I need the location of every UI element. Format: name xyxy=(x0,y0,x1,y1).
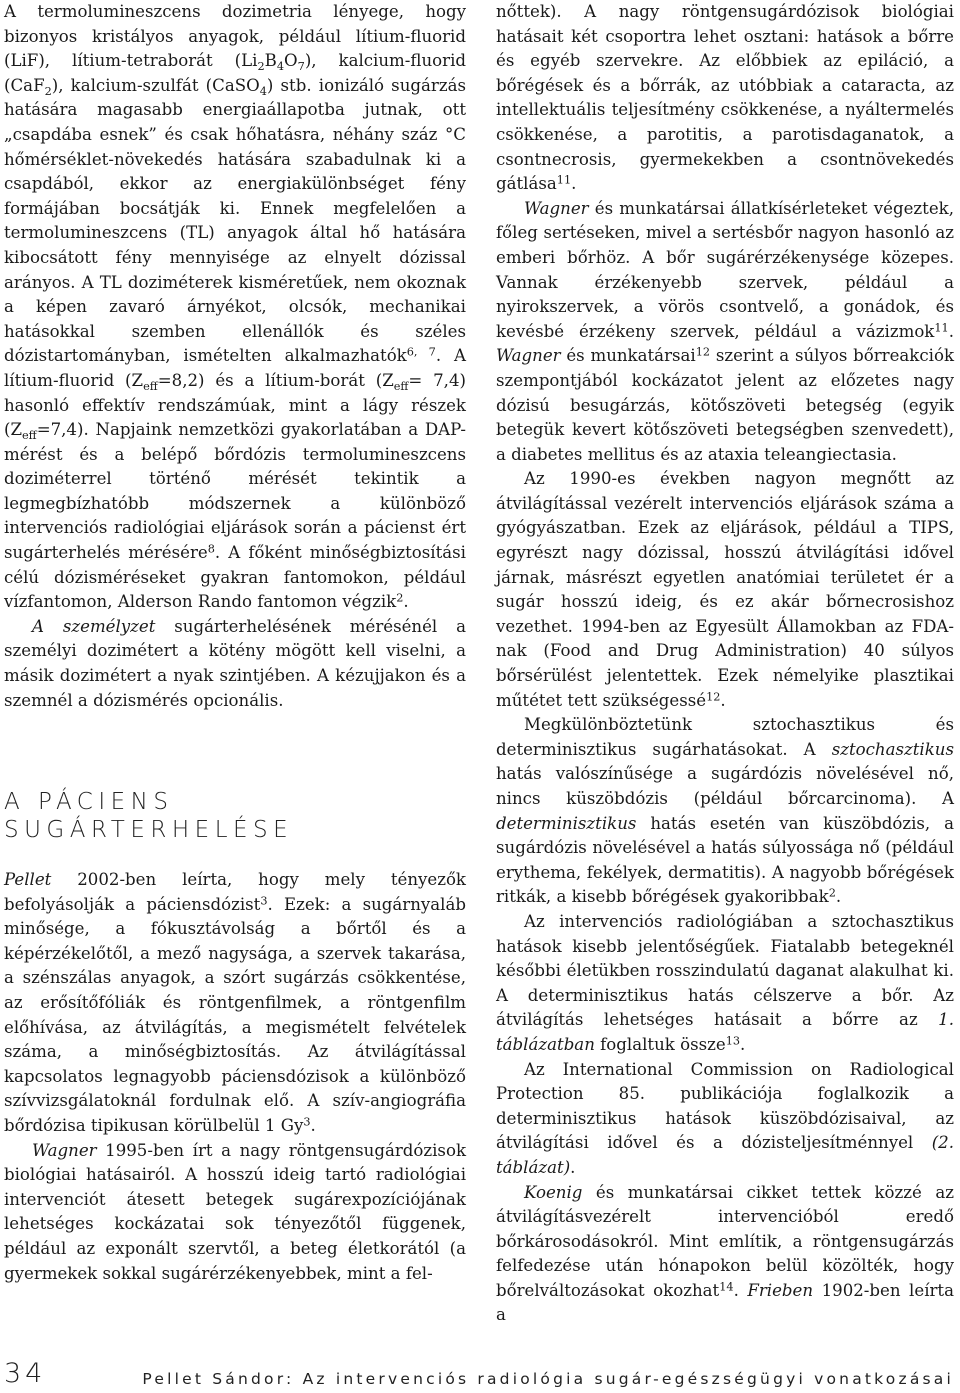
paragraph-interventional-stochastic: Az intervenciós radiológiában a sztochasztikus hatások kisebb jelentőségűek. Fiatalabb betegeknél későbbi életükben rosszindulatú daganat alakulhat ki. A determinisztikus hatás célszerve a bőr. Az átvilágítás lehetséges hatásait a bőrre az 1. táblázatban foglaltuk össze$^{13}$. xyxy=(496,911,954,1054)
running-title: Pellet Sándor: Az intervenciós radiológia sugár-egészségügyi vonatkozásai xyxy=(142,1370,954,1388)
paragraph-stochastic-deterministic: Megkülönböztetünk sztochasztikus és determinisztikus sugárhatásokat. A sztochasztikus hatás valószínűsége a sugárdózis növelésével nő, nincs küszöbdózis (például bőrcarcinoma). A determinisztikus hatás esetén van küszöbdózis, a sugárdózis növelésével a hatás súlyossága nő (például erythema, fekélyek, dermatitis). A nagyobb bőrégések ritkák, a kisebb bőrégések gyakoribbak$^2$. xyxy=(496,715,954,907)
section-heading-line-1: A PÁCIENS xyxy=(4,789,174,815)
right-column xyxy=(496,0,954,1328)
paragraph-koenig: Koenig és munkatársai cikket tettek közzé az átvilágításvezérelt intervencióból eredő bőrkárosodásokról. Mint említik, a röntgensugárzás felfedezése után hónapokon belül közölték, hogy bőrelváltozásokat okozhat$^{14}$. Frieben 1902-ben leírta a xyxy=(496,1182,954,1325)
paragraph-icrp-85: Az International Commission on Radiological Protection 85. publikációja foglalkozik a determinisztikus hatások küszöbdózisaival, az átvilágítási idővel és a dózisteljesítménnyel (2. táblázat). xyxy=(496,1059,954,1177)
section-heading-line-2: SUGÁRTERHELÉSE xyxy=(4,817,294,843)
paragraph-patient-dose-factors: Pellet 2002-ben leírta, hogy mely tényezők befolyásolják a páciensdózist$^3$. Ezek: a sugárnyaláb minősége, a fókusztávolság a bőrtől és a képérzékelőtől, a mező nagysága, a szervek takarása, a szénszálas anyagok, a szórt sugárzás csökkentése, az erősítőfóliák és röntgenfilmek, a röntgenfilm előhívása, az átvilágítás, a megismételt felvételek száma, a minőségbiztosítás. Az átvilágítással kapcsolatos legnagyobb páciensdózisok a különböző szívvizsgálatoknál fordulnak elő. A szív-angiográfia bőrdózisa tipikusan körülbelül 1 Gy$^3$. xyxy=(4,870,466,1135)
paragraph-staff-exposure: A személyzet sugárterhelésének mérésénél a személyi dozimétert a kötény mögött kell viselni, a másik dozimétert a nyak szintjében. A kézujjakon és a szemnél a dózismérés opcionális. xyxy=(4,616,466,710)
paragraph-wagner-biological-effects: Wagner 1995-ben írt a nagy röntgensugárdózisok biológiai hatásairól. A hosszú ideig tartó radiológiai intervenciót átesett betegek sugárexpozíciójának lehetséges kockázatai sok tényezőtől függenek, például az exponált szervtől, a beteg életkorától (a gyermekek sokkal sugárérzékenyebbek, mint a fel- xyxy=(4,1140,466,1283)
paragraph-1990s-procedures: Az 1990-es években nagyon megnőtt az átvilágítással vezérelt intervenciós eljárások száma a gyógyászatban. Ezek az eljárások, például a TIPS, egyrészt nagy dózissal, hosszú átvilágítási idővel járnak, másrészt egyetlen anatómiai területet ér a sugár hosszú ideig, és ez akár bőrnecrosishoz vezethet. 1994-ben az Egyesült Államokban az FDA-nak (Food and Drug Administration) 40 súlyos bőrsérülést jelentettek. Ezek némelyike plasztikai műtétet tett szükségessé$^{12}$. xyxy=(496,469,954,710)
section-heading xyxy=(4,788,466,844)
paragraph-wagner-animal-studies: Wagner és munkatársai állatkísérleteket végeztek, főleg sertéseken, mivel a sertésbőr nagyon hasonló az emberi bőrhöz. A bőr sugárérzékenysége közepes. Vannak érzékenyebb szervek, például a nyirokszervek, a vörös csontvelő, a gonádok, és kevésbé érzékeny szervek, például a vázizmok$^{11}$. Wagner és munkatársai$^{12}$ szerint a súlyos bőrreakciók szempontjából kockázatot jelent az előzetes nagy dózisú besugárzás, kötőszöveti betegség (egyik betegük kevert kötőszöveti betegségben szenvedett), a diabetes mellitus és az ataxia teleangiectasia. xyxy=(496,198,955,464)
page-number: 34 xyxy=(4,1358,47,1389)
paragraph-tl-dosimetry: A termolumineszcens dozimetria lényege, hogy bizonyos kristályos anyagok, például lítium-fluorid (LiF), lítium-tetraborát $(Li_2B_4O_7)$, kalcium-fluorid (CaF$_2$), kalcium-szulfát (CaSO$_4$) stb. ionizáló sugárzás hatására magasabb energiaállapotba jutnak, ott „csapdába esnek” és csak hőhatásra, néhány száz °C hőmérséklet-növekedés hatására szabadulnak ki a csapdából, ekkor az energiakülönbséget fény formájában bocsátják ki. Ennek megfelelően a termolumineszcens (TL) anyagok által hő hatására kibocsátott fény mennyisége az elnyelt dózissal arányos. A TL doziméterek kisméretűek, nem okoznak a képen zavaró árnyékot, olcsók, mechanikai hatásokkal szemben ellenállók és széles dózistartományban, ismételten alkalmazhatók$^{6, 7}$. A lítium-fluorid $(Z_{eff}=8,2)$ és a lítium-borát $(Z_{eff}= 7,4)$ hasonló effektív rendszámúak, mint a lágy részek $(Z_{eff}=7,4)$. Napjaink nemzetközi gyakorlatában a DAP-mérést és a belépő bőrdózis termolumineszcens doziméterrel történő mérését tekintik a legmegbízhatóbb módszernek a különböző intervenciós radiológiai eljárások során a pácienst ért sugárterhelés mérésére$^8$. A főként minőségbiztosítási célú dózisméréseket gyakran fantomokon, például vízfantomon, Alderson Rando fantomon végzik$^2$. xyxy=(4,2,467,612)
left-column xyxy=(4,0,466,713)
left-column-section xyxy=(4,868,466,1286)
paragraph-continuation: nőttek). A nagy röntgensugárdózisok biológiai hatásait két csoportra lehet osztani: hatások a bőrre és egyéb szervekre. Az előbbiek az epiláció, a bőrégések és a bőrrák, az utóbbiak a cataracta, az intellektuális teljesítmény csökkenése, a nyáltermelés csökkenése, a parotitis, a parotisdaganatok, a csontnecrosis, gyermekekben a csontnövekedés gátlása$^{11}$. xyxy=(496,2,954,194)
